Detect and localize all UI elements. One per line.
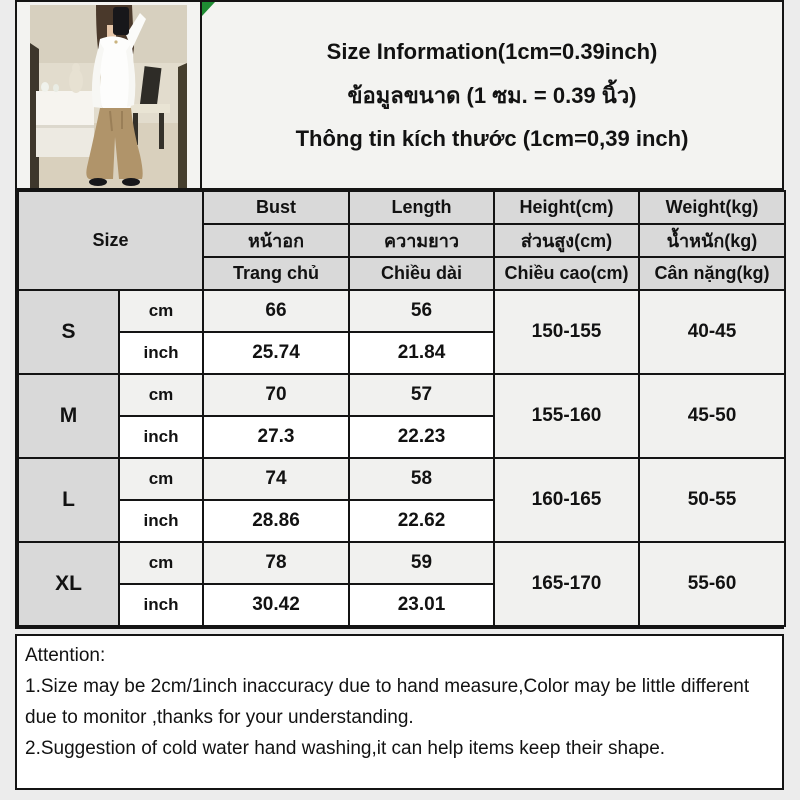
- unit-label-inch: inch: [119, 332, 203, 374]
- cell-bust-cm: 78: [203, 542, 349, 584]
- col-header-bust-th: หน้าอก: [203, 224, 349, 257]
- title-block: [202, 2, 782, 188]
- title-english: Size Information(1cm=0.39inch): [326, 38, 658, 64]
- cell-height-range: 150-155: [494, 290, 639, 374]
- cell-length-cm: 56: [349, 290, 494, 332]
- cell-bust-cm: 70: [203, 374, 349, 416]
- header-row-english: [18, 191, 785, 224]
- cell-weight-range: 45-50: [639, 374, 785, 458]
- col-header-length-th: ความยาว: [349, 224, 494, 257]
- unit-label-cm: cm: [119, 542, 203, 584]
- col-header-height-th: ส่วนสูง(cm): [494, 224, 639, 257]
- size-column-header: Size: [18, 191, 203, 290]
- col-header-weight-vi: Cân nặng(kg): [639, 257, 785, 290]
- cell-height-range: 165-170: [494, 542, 639, 626]
- cell-bust-cm: 74: [203, 458, 349, 500]
- unit-label-inch: inch: [119, 416, 203, 458]
- cell-bust-inch: 25.74: [203, 332, 349, 374]
- size-label-s: S: [18, 290, 119, 374]
- col-header-height-vi: Chiều cao(cm): [494, 257, 639, 290]
- cell-bust-inch: 30.42: [203, 584, 349, 626]
- unit-label-cm: cm: [119, 374, 203, 416]
- unit-label-cm: cm: [119, 290, 203, 332]
- size-label-xl: XL: [18, 542, 119, 626]
- attention-note-1: 1.Size may be 2cm/1inch inaccuracy due to hand measure,Color may be little different due to monitor ,thanks for your understanding.: [25, 676, 750, 728]
- attention-heading: Attention:: [25, 645, 106, 666]
- row-xl-cm: [18, 542, 785, 584]
- col-header-bust-vi: Trang chủ: [203, 257, 349, 290]
- cell-weight-range: 50-55: [639, 458, 785, 542]
- cell-weight-range: 55-60: [639, 542, 785, 626]
- size-label-l: L: [18, 458, 119, 542]
- col-header-length-en: Length: [349, 191, 494, 224]
- title-thai: ข้อมูลขนาด (1 ซม. = 0.39 นิ้ว): [347, 82, 637, 108]
- top-row: [17, 2, 782, 190]
- size-table: [17, 190, 786, 627]
- size-label-m: M: [18, 374, 119, 458]
- unit-label-cm: cm: [119, 458, 203, 500]
- cell-length-inch: 23.01: [349, 584, 494, 626]
- cell-length-cm: 57: [349, 374, 494, 416]
- product-photo: [17, 2, 202, 188]
- cell-weight-range: 40-45: [639, 290, 785, 374]
- attention-note-2: 2.Suggestion of cold water hand washing,it can help items keep their shape.: [25, 738, 666, 759]
- col-header-weight-en: Weight(kg): [639, 191, 785, 224]
- unit-label-inch: inch: [119, 584, 203, 626]
- cell-bust-inch: 27.3: [203, 416, 349, 458]
- cell-bust-cm: 66: [203, 290, 349, 332]
- attention-notes: [15, 634, 784, 790]
- title-vietnamese: Thông tin kích thước (1cm=0,39 inch): [295, 125, 689, 151]
- unit-label-inch: inch: [119, 500, 203, 542]
- cell-length-cm: 58: [349, 458, 494, 500]
- row-l-cm: [18, 458, 785, 500]
- cell-height-range: 155-160: [494, 374, 639, 458]
- size-chart-panel: [15, 0, 784, 629]
- cell-height-range: 160-165: [494, 458, 639, 542]
- cell-length-cm: 59: [349, 542, 494, 584]
- col-header-height-en: Height(cm): [494, 191, 639, 224]
- col-header-weight-th: น้ำหนัก(kg): [639, 224, 785, 257]
- col-header-bust-en: Bust: [203, 191, 349, 224]
- row-s-cm: [18, 290, 785, 332]
- model-mirror-selfie-illustration: [30, 5, 187, 188]
- cell-length-inch: 21.84: [349, 332, 494, 374]
- green-corner-flag-icon: [202, 2, 215, 16]
- cell-bust-inch: 28.86: [203, 500, 349, 542]
- cell-length-inch: 22.23: [349, 416, 494, 458]
- row-m-cm: [18, 374, 785, 416]
- col-header-length-vi: Chiều dài: [349, 257, 494, 290]
- cell-length-inch: 22.62: [349, 500, 494, 542]
